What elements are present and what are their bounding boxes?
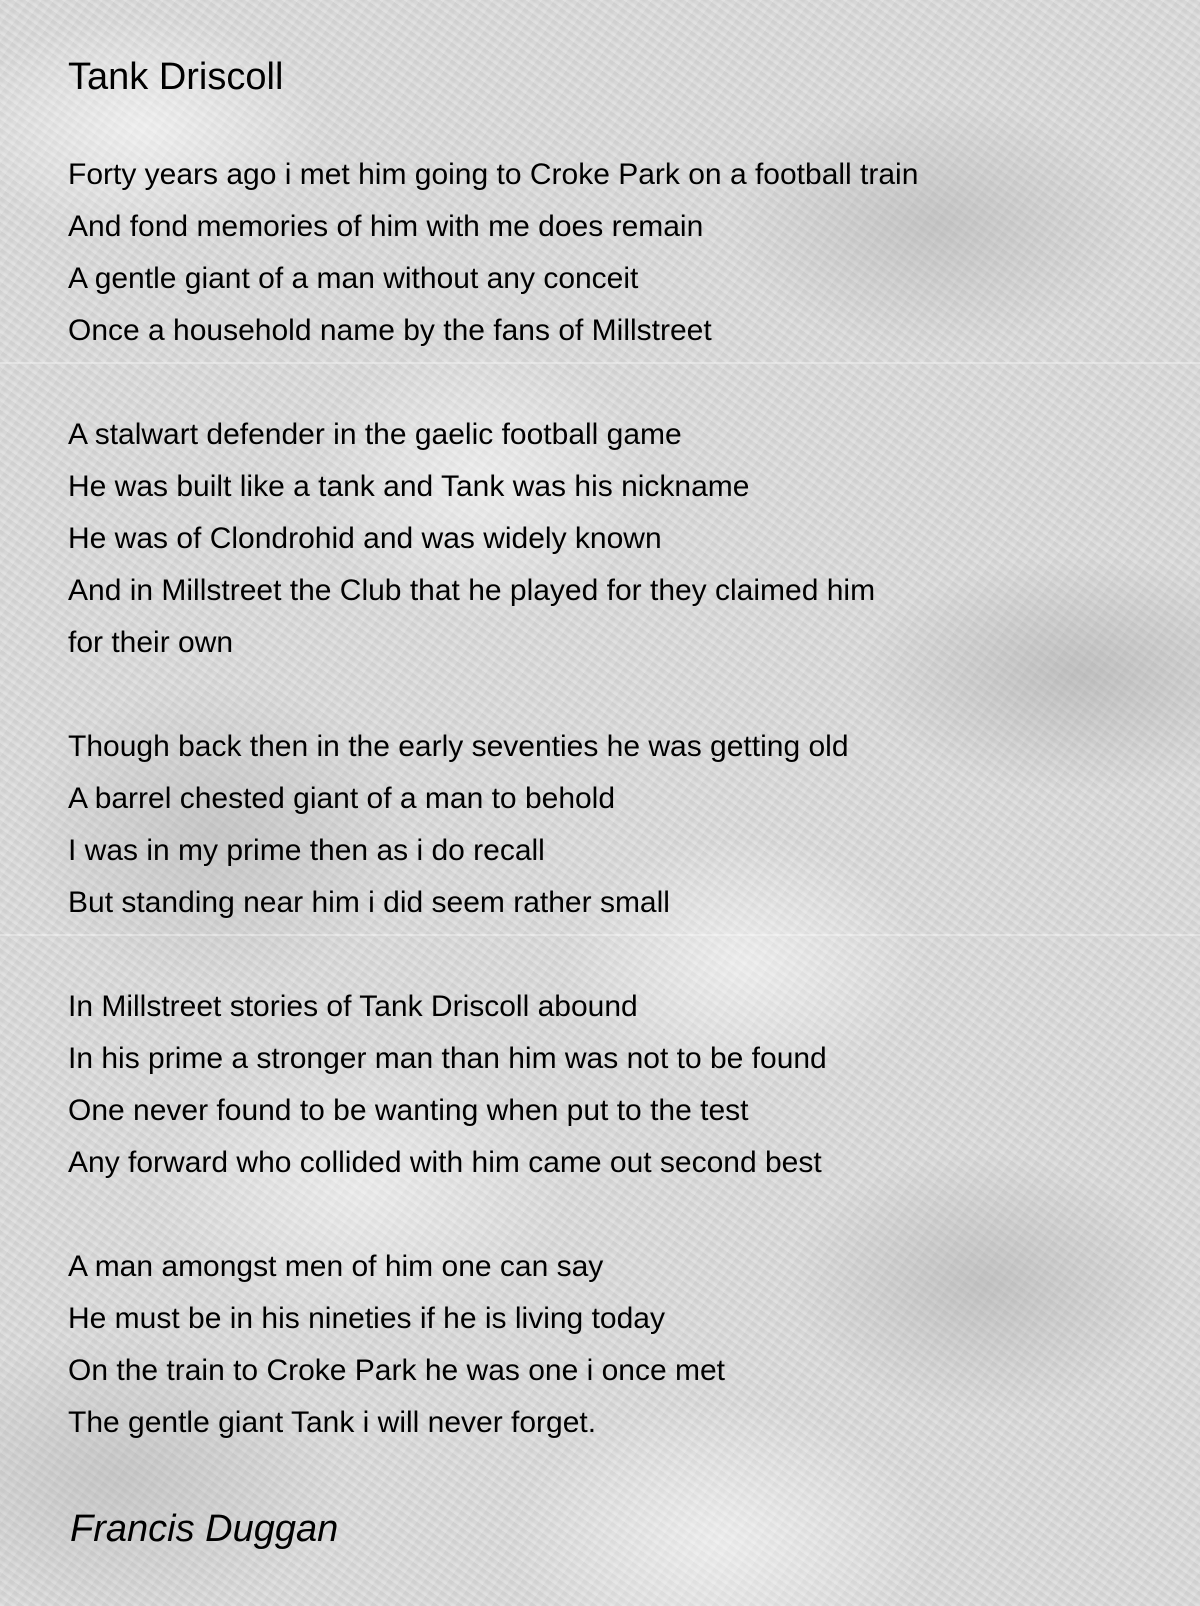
stanza-1 <box>68 149 1158 357</box>
stanza-4 <box>68 981 1158 1189</box>
stanza-3 <box>68 721 1158 929</box>
poem-line: On the train to Croke Park he was one i once met <box>68 1354 725 1387</box>
poem-line: He was built like a tank and Tank was his nickname <box>68 470 750 503</box>
poem-line: Once a household name by the fans of Millstreet <box>68 314 712 347</box>
poem-line: The gentle giant Tank i will never forget. <box>68 1406 597 1439</box>
poem-line: Forty years ago i met him going to Croke Park on a football train <box>68 158 919 191</box>
stanza-2 <box>68 409 1158 669</box>
poem-line: And in Millstreet the Club that he played for they claimed him <box>68 574 876 607</box>
poem-line: And fond memories of him with me does remain <box>68 210 704 243</box>
poem-line: He must be in his nineties if he is living today <box>68 1302 665 1335</box>
poem-line: One never found to be wanting when put to the test <box>68 1094 749 1127</box>
poem-line: I was in my prime then as i do recall <box>68 834 545 867</box>
background-seam-top <box>0 362 1200 364</box>
poem-line: But standing near him i did seem rather small <box>68 886 670 919</box>
poem-line: A stalwart defender in the gaelic football game <box>68 418 682 451</box>
poem-line: A barrel chested giant of a man to behold <box>68 782 616 815</box>
poem-line: He was of Clondrohid and was widely known <box>68 522 662 555</box>
poem-line: A man amongst men of him one can say <box>68 1250 604 1283</box>
poem-author: Francis Duggan <box>70 1508 339 1550</box>
poem-line: In his prime a stronger man than him was not to be found <box>68 1042 827 1075</box>
background-seam-bottom <box>0 934 1200 936</box>
poem-line: A gentle giant of a man without any conceit <box>68 262 639 295</box>
stanza-5 <box>68 1241 1158 1449</box>
poem-line: Though back then in the early seventies he was getting old <box>68 730 849 763</box>
poem-line: Any forward who collided with him came out second best <box>68 1146 822 1179</box>
poem-line: for their own <box>68 626 234 659</box>
poem-title: Tank Driscoll <box>68 56 284 98</box>
poem-line: In Millstreet stories of Tank Driscoll abound <box>68 990 638 1023</box>
